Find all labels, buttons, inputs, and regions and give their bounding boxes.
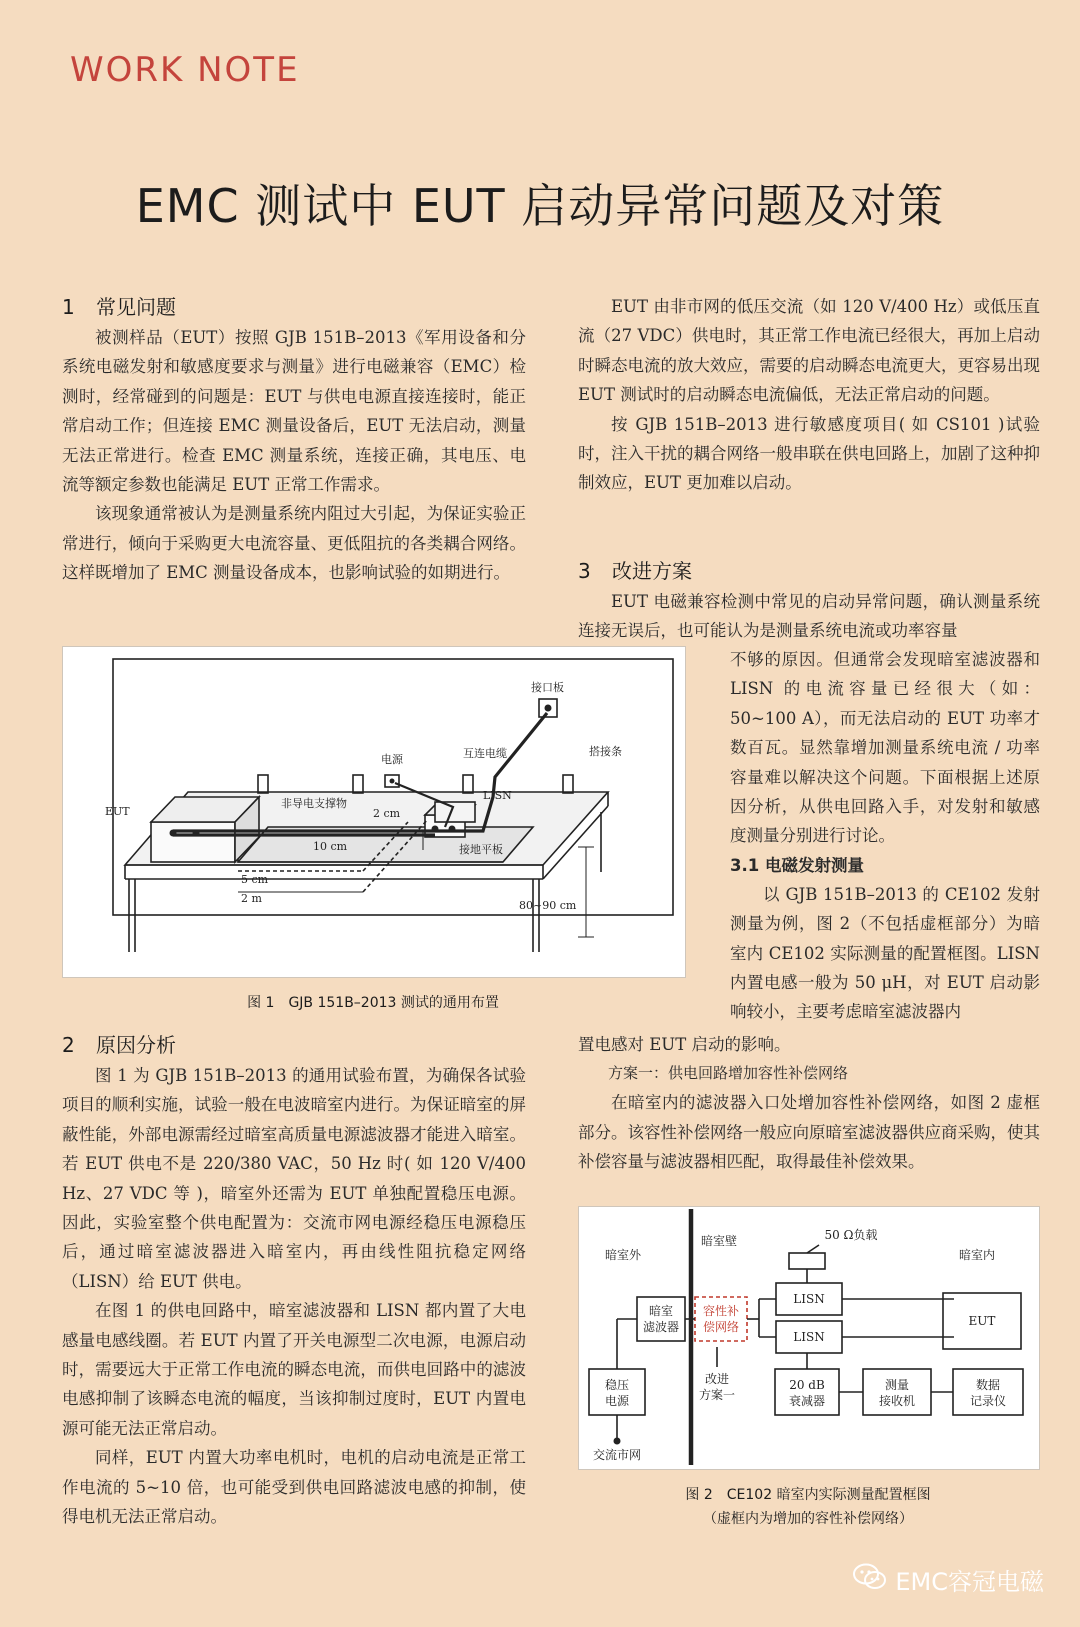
- fig2-label-outside: 暗室外: [604, 1248, 642, 1262]
- fig1-label-support: 非导电支撑物: [281, 797, 347, 810]
- fig1-label-height: 80~90 cm: [519, 899, 577, 912]
- section-3-top: [578, 556, 1040, 646]
- section-3-heading: 3 改进方案: [578, 559, 692, 583]
- fig2-label-rx-2: 接收机: [878, 1394, 916, 1408]
- fig2-label-reg-2: 电源: [604, 1394, 630, 1408]
- fig1-label-cable: 互连电缆: [463, 747, 507, 760]
- watermark: [853, 1562, 1044, 1597]
- fig2-label-rx-1: 测量: [884, 1378, 910, 1392]
- brand-label: WORK NOTE: [70, 50, 300, 90]
- section-3-1-heading: 3.1 电磁发射测量: [730, 855, 864, 875]
- scheme-1-heading: 方案一：供电回路增加容性补偿网络: [608, 1064, 849, 1083]
- fig2-label-reg-1: 稳压: [604, 1378, 630, 1392]
- fig2-label-plan-1: 改进: [704, 1372, 730, 1386]
- wechat-icon: [853, 1563, 887, 1597]
- fig1-label-2cm: 2 cm: [373, 807, 401, 820]
- figure-2-drawing: [579, 1207, 1039, 1469]
- section-1-heading: 1 常见问题: [62, 295, 176, 319]
- fig1-label-strap: 搭接条: [589, 745, 622, 758]
- figure-1-drawing: [63, 647, 685, 977]
- section-2-para-1: 图 1 为 GJB 151B–2013 的通用试验布置，为确保各试验项目的顺利实施，试验一般在电波暗室内进行。为保证暗室的屏蔽性能，外部电源需经过暗室高质量电源滤波器才能进入暗室。若 EUT 供电不是 220/380 VAC，50 Hz 时( 如 120 V/400 Hz、27 VDC 等 )，暗室外还需为 EUT 单独配置稳压电源。因此，实验室整个供电配置为：交流市网电源经稳压电源稳压后，通过暗室滤波器进入暗室内，再由线性阻抗稳定网络（LISN）给 EUT 供电。: [62, 1066, 526, 1291]
- section-3-narrow: [730, 645, 1040, 1027]
- fig2-label-comp-2: 偿网络: [702, 1320, 740, 1334]
- section-2-para-2: 在图 1 的供电回路中，暗室滤波器和 LISN 都内置了大电感量电感线圈。若 EUT 内置了开关电源型二次电源，电源启动时，需要远大于正常工作电流的瞬态电流，而供电回路中的滤波电感抑制了该瞬态电流的幅度，当该抑制过度时，EUT 内置电源可能无法正常启动。: [62, 1301, 526, 1438]
- section-3-para-2b: 置电感对 EUT 启动的影响。: [578, 1035, 791, 1054]
- fig1-label-lisn: LISN: [483, 789, 512, 802]
- figure-1-caption: 图 1 GJB 151B–2013 测试的通用布置: [247, 995, 499, 1011]
- figure-2: [578, 1206, 1040, 1470]
- fig2-label-wall: 暗室壁: [700, 1234, 738, 1248]
- right-column-top: [578, 292, 1040, 498]
- fig2-label-lisn-2: LISN: [793, 1330, 825, 1344]
- figure-2-caption-2: （虚框内为增加的容性补偿网络）: [703, 1511, 913, 1527]
- right-para-2: 按 GJB 151B–2013 进行敏感度项目( 如 CS101 )试验时，注入干扰的耦合网络一般串联在供电回路上，加剧了这种抑制效应，EUT 更加难以启动。: [578, 414, 1040, 493]
- figure-2-caption-1: 图 2 CE102 暗室内实际测量配置框图: [685, 1487, 931, 1503]
- section-3-para-1a: EUT 电磁兼容检测中常见的启动异常问题，确认测量系统连接无误后，也可能认为是测量系统电流或功率容量: [578, 592, 1040, 641]
- article-title: EMC 测试中 EUT 启动异常问题及对策: [135, 179, 945, 233]
- section-1-para-2: 该现象通常被认为是测量系统内阻过大引起，为保证实验正常进行，倾向于采购更大电流容量、更低阻抗的各类耦合网络。这样既增加了 EMC 测量设备成本，也影响试验的如期进行。: [62, 504, 526, 583]
- left-column-top: [62, 292, 526, 588]
- section-3-para-1b: 不够的原因。但通常会发现暗室滤波器和 LISN 的电流容量已经很大（如：50~100 A），而无法启动的 EUT 功率才数百瓦。显然靠增加测量系统电流 / 功率容量难以解决这个问题。下面根据上述原因分析，从供电回路入手，对发射和敏感度测量分别进行讨论。: [730, 650, 1040, 846]
- fig2-label-mains: 交流市网: [592, 1448, 642, 1462]
- fig1-label-2m: 2 m: [241, 892, 262, 905]
- right-para-1: EUT 由非市网的低压交流（如 120 V/400 Hz）或低压直流（27 VDC）供电时，其正常工作电流已经很大，再加上启动时瞬态电流的放大效应，需要的启动瞬态电流更大，更容易出现 EUT 测试时的启动瞬态电流偏低，无法正常启动的问题。: [578, 297, 1040, 405]
- fig2-label-eut: EUT: [968, 1314, 996, 1328]
- section-2-heading: 2 原因分析: [62, 1033, 176, 1057]
- fig2-label-lisn-1: LISN: [793, 1292, 825, 1306]
- figure-1: [62, 646, 686, 978]
- left-column-bottom: [62, 1030, 526, 1532]
- section-1-para-1: 被测样品（EUT）按照 GJB 151B–2013《军用设备和分系统电磁发射和敏感度要求与测量》进行电磁兼容（EMC）检测时，经常碰到的问题是：EUT 与供电电源直接连接时，能正常启动工作；但连接 EMC 测量设备后，EUT 无法启动，测量无法正常进行。检查 EMC 测量系统，连接正确，其电压、电流等额定参数也能满足 EUT 正常工作需求。: [62, 328, 526, 495]
- fig1-label-5cm: 5 cm: [241, 873, 269, 886]
- fig2-label-filter-2: 滤波器: [642, 1320, 680, 1334]
- fig2-label-rec-1: 数据: [975, 1378, 1001, 1392]
- fig1-label-ground: 接地平板: [459, 843, 503, 856]
- fig1-label-10cm: 10 cm: [313, 840, 348, 853]
- fig2-label-filter-1: 暗室: [648, 1304, 674, 1318]
- fig2-label-att-1: 20 dB: [789, 1378, 825, 1392]
- fig2-label-inside: 暗室内: [958, 1248, 996, 1262]
- section-3-bottom: [578, 1030, 1040, 1177]
- section-2-para-3: 同样，EUT 内置大功率电机时，电机的启动电流是正常工作电流的 5~10 倍，也可能受到供电回路滤波电感的抑制，使得电机无法正常启动。: [62, 1448, 526, 1527]
- fig2-label-plan-2: 方案一: [698, 1388, 736, 1402]
- fig1-label-eut: EUT: [105, 805, 130, 818]
- fig1-label-interface: 接口板: [531, 681, 564, 694]
- watermark-text: EMC容冠电磁: [895, 1568, 1044, 1596]
- fig1-label-power: 电源: [381, 753, 403, 766]
- fig2-label-comp-1: 容性补: [702, 1304, 740, 1318]
- section-3-para-3: 在暗室内的滤波器入口处增加容性补偿网络，如图 2 虚框部分。该容性补偿网络一般应向原暗室滤波器供应商采购，使其补偿容量与滤波器相匹配，取得最佳补偿效果。: [578, 1093, 1040, 1172]
- fig2-label-att-2: 衰减器: [788, 1394, 826, 1408]
- fig2-label-rec-2: 记录仪: [969, 1394, 1007, 1408]
- fig2-label-load: 50 Ω负载: [824, 1228, 878, 1242]
- section-3-para-2a: 以 GJB 151B–2013 的 CE102 发射测量为例，图 2（不包括虚框部分）为暗室内 CE102 实际测量的配置框图。LISN 内置电感一般为 50 μH，对 EUT 启动影响较小，主要考虑暗室滤波器内: [730, 884, 1040, 1022]
